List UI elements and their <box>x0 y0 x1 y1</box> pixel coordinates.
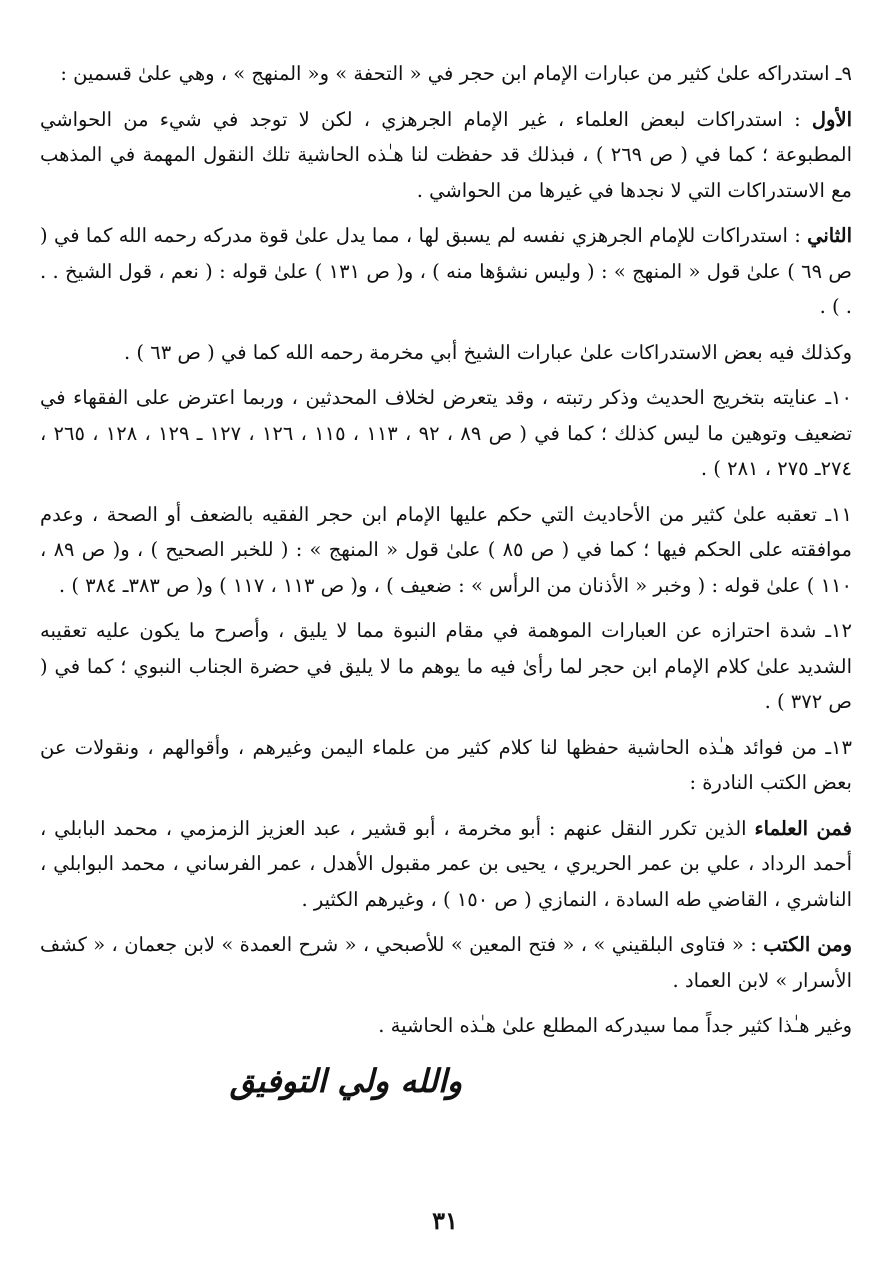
paragraph <box>40 811 852 918</box>
paragraph-text: ٩ـ استدراكه علىٰ كثير من عبارات الإمام ابن حجر في « التحفة » و« المنهج » ، وهي علىٰ قسمين : <box>60 62 852 85</box>
paragraph-lead: الأول <box>811 107 852 131</box>
paragraph-text: ١٣ـ من فوائد هـٰذه الحاشية حفظها لنا كلام كثير من علماء اليمن وغيرهم ، وأقوالهم ، ونقولات عن بعض الكتب النادرة : <box>40 735 852 794</box>
paragraph <box>40 218 852 325</box>
paragraph-text: ١١ـ تعقبه علىٰ كثير من الأحاديث التي حكم عليها الإمام ابن حجر الفقيه بالضعف أو الصحة ، وعدم موافقته على الحكم فيها ؛ كما في ( ص ٨٥ ) علىٰ قول « المنهج » : ( للخبر الصحيح ) ، و( ص ٨٩ ، ١١٠ ) علىٰ قوله : ( وخبر « الأذنان من الرأس » : ضعيف ) ، و( ص ١١٣ ، ١١٧ ) و( ص ٣٨٣ـ ٣٨٤ ) . <box>40 502 852 597</box>
paragraph <box>40 56 852 92</box>
paragraph <box>40 102 852 209</box>
paragraph-lead: الثاني <box>807 224 852 247</box>
paragraph-text: : استدراكات لبعض العلماء ، غير الإمام الجرهزي ، لكن لا توجد في شيء من الحواشي المطبوعة ؛ كما في ( ص ٢٦٩ ) ، فبذلك قد حفظت لنا هـٰذه الحاشية تلك النقول المهمة في المذهب مع الاستدراكات التي لا نجدها في غيرها من الحواشي . <box>40 107 853 202</box>
paragraph <box>40 497 852 604</box>
paragraph <box>40 335 852 371</box>
paragraph-text: : استدراكات للإمام الجرهزي نفسه لم يسبق لها ، مما يدل علىٰ قوة مدركه رحمه الله كما في ( ص ٦٩ ) علىٰ قول « المنهج » : ( وليس نشؤها منه ) ، و( ص ١٣١ ) علىٰ قوله : ( نعم ، قول الشيخ . . . ) . <box>40 224 852 318</box>
paragraph-text: ١٠ـ عنايته بتخريج الحديث وذكر رتبته ، وقد يتعرض لخلاف المحدثين ، وربما اعترض على الفقهاء في تضعيف وتوهين ما ليس كذلك ؛ كما في ( ص ٨٩ ، ٩٢ ، ١١٣ ، ١١٥ ، ١٢٦ ، ١٢٧ ـ ١٢٩ ، ١٢٨ ، ٢٦٥ ، ٢٧٤ـ ٢٧٥ ، ٢٨١ ) . <box>40 386 852 480</box>
closing-calligraphy: والله ولي التوفيق <box>229 1061 463 1100</box>
paragraph-text: ١٢ـ شدة احترازه عن العبارات الموهمة في مقام النبوة مما لا يليق ، وأصرح ما يكون عليه تعقيبه الشديد علىٰ كلام الإمام ابن حجر لما رأىٰ فيه ما يوهم ما لا يليق في حضرة الجناب النبوي ؛ كما في ( ص ٣٧٢ ) . <box>40 619 852 713</box>
paragraph <box>40 927 852 998</box>
paragraph-text: وغير هـٰذا كثير جداً مما سيدركه المطلع علىٰ هـٰذه الحاشية . <box>378 1014 852 1037</box>
paragraph <box>40 380 852 487</box>
paragraph <box>40 613 852 720</box>
document-body <box>40 56 852 1044</box>
page-number: ٣١ <box>432 1206 458 1235</box>
paragraph <box>40 730 852 801</box>
paragraph-text: وكذلك فيه بعض الاستدراكات علىٰ عبارات الشيخ أبي مخرمة رحمه الله كما في ( ص ٦٣ ) . <box>124 340 852 364</box>
paragraph-text: : « فتاوى البلقيني » ، « فتح المعين » للأصبحي ، « شرح العمدة » لابن جعمان ، « كشف الأسرار » لابن العماد . <box>40 933 852 992</box>
paragraph <box>40 1008 852 1044</box>
paragraph-lead: ومن الكتب <box>763 933 852 956</box>
paragraph-lead: فمن العلماء <box>754 816 852 840</box>
paragraph-text: الذين تكرر النقل عنهم : أبو مخرمة ، أبو قشير ، عبد العزيز الزمزمي ، محمد البابلي ، أحمد الرداد ، علي بن عمر الحريري ، يحيى بن عمر مقبول الأهدل ، عمر الفرساني ، محمد البوابلي ، الناشري ، القاضي طه السادة ، النمازي ( ص ١٥٠ ) ، وغيرهم الكثير . <box>40 816 852 911</box>
